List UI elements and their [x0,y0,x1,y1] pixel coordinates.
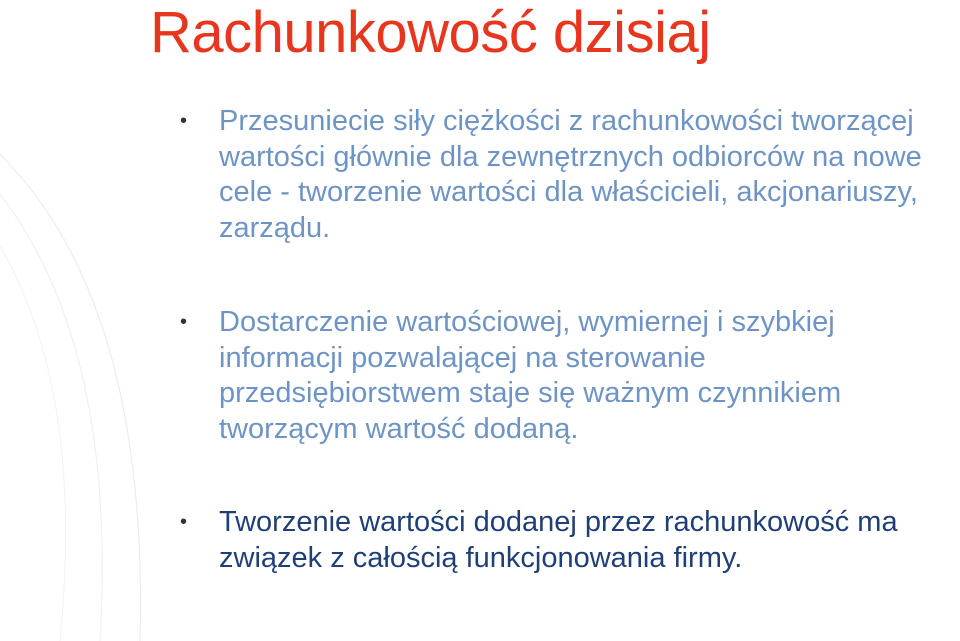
bullet-item [180,305,950,447]
bullet-item [180,104,950,246]
bullet-dot-icon: • [180,511,188,533]
bullet-dot-icon: • [180,311,188,333]
bullet-text: Przesuniecie siły ciężkości z rachunkowości tworzącej wartości głównie dla zewnętrznych odbiorców na nowe cele - tworzenie wartości dla właścicieli, akcjonariuszy, zarządu. [219,105,922,244]
slide-title: Rachunkowość dzisiaj [150,0,711,65]
bullet-item [180,505,950,576]
bullet-text: Tworzenie wartości dodanej przez rachunkowość ma związek z całością funkcjonowania firmy. [219,506,898,574]
bullet-dot-icon: • [180,110,188,132]
bullet-text: Dostarczenie wartościowej, wymiernej i szybkiej informacji pozwalającej na sterowanie przedsiębiorstwem staje się ważnym czynnikiem tworzącym wartość dodaną. [219,306,842,445]
